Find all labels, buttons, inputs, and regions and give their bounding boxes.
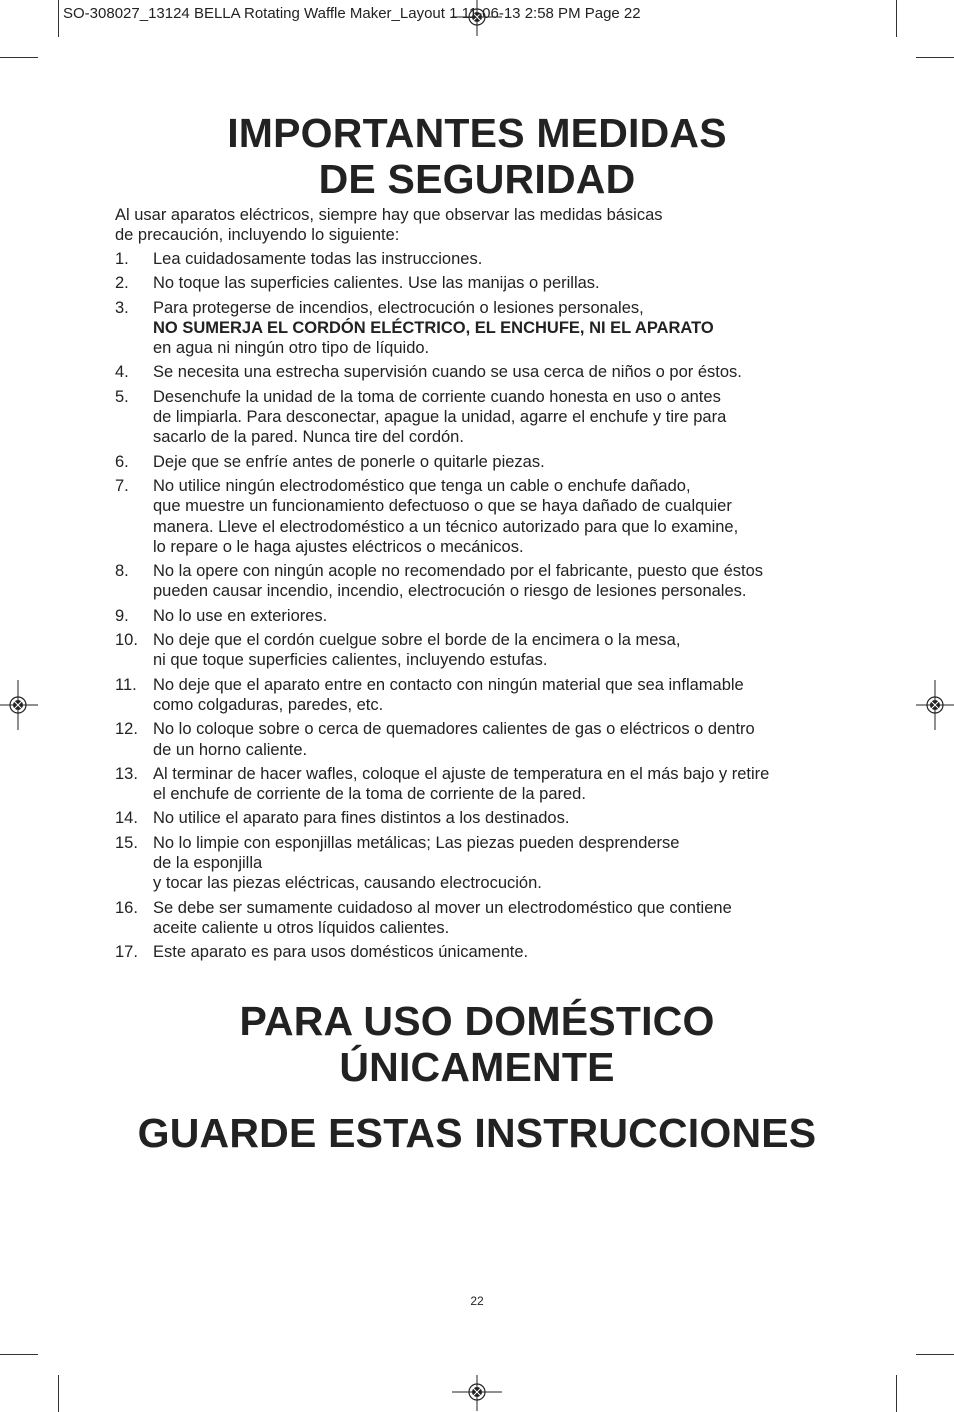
list-item-text: Este aparato es para usos domésticos únicamente. [153,943,529,962]
list-item-text: No la opere con ningún acople no recomendado por el fabricante, puesto que éstos [153,562,764,581]
intro-line: de precaución, incluyendo lo siguiente: [115,226,400,244]
list-item-text: el enchufe de corriente de la toma de corriente de la pared. [153,785,586,804]
list-item-text: como colgaduras, paredes, etc. [153,695,384,714]
list-item-text: No lo limpie con esponjillas metálicas; Las piezas pueden desprenderse [153,833,680,852]
list-item [115,942,855,962]
crop-mark [0,1354,38,1355]
list-item-text: No utilice ningún electrodoméstico que tenga un cable o enchufe dañado, [153,476,691,495]
list-item-number: 12. [115,720,138,739]
list-item-number: 5. [115,387,129,406]
list-item-number: 9. [115,606,129,625]
list-item-number: 11. [115,675,137,694]
list-item-number: 15. [115,833,138,852]
household-heading-line: PARA USO DOMÉSTICO [239,998,715,1044]
list-item-text: de la esponjilla [153,854,263,873]
printer-slug-line: SO-308027_13124 BELLA Rotating Waffle Maker_Layout 1 11-06-13 2:58 PM Page 22 [63,5,641,22]
list-item [115,719,855,760]
list-item-text: Se necesita una estrecha supervisión cuando se usa cerca de niños o por éstos. [153,363,742,382]
list-item [115,249,855,269]
list-item-text: Deje que se enfríe antes de ponerle o quitarle piezas. [153,452,545,471]
registration-mark-icon [452,1375,502,1411]
list-item-text: No utilice el aparato para fines distintos a los destinados. [153,809,570,828]
list-item-text: No lo coloque sobre o cerca de quemadores calientes de gas o eléctricos o dentro [153,720,755,739]
list-item [115,452,855,472]
list-item-number: 14. [115,809,138,828]
list-item-text: en agua ni ningún otro tipo de líquido. [153,339,430,358]
list-item [115,561,855,602]
crop-mark [0,57,38,58]
household-heading [0,998,954,1090]
crop-mark [896,0,897,37]
list-item [115,764,855,805]
list-item-text: ni que toque superficies calientes, incluyendo estufas. [153,651,548,670]
list-item-text: Se debe ser sumamente cuidadoso al mover un electrodoméstico que contiene [153,898,732,917]
list-item-text: manera. Lleve el electrodoméstico a un técnico autorizado para que lo examine, [153,517,739,536]
list-item-number: 7. [115,476,129,495]
list-item-number: 8. [115,562,129,581]
intro-paragraph [115,205,815,245]
list-item-text: y tocar las piezas eléctricas, causando electrocución. [153,874,542,893]
crop-mark [916,57,954,58]
list-item-number: 10. [115,631,138,650]
list-item-text: NO SUMERJA EL CORDÓN ELÉCTRICO, EL ENCHUFE, NI EL APARATO [153,318,714,337]
intro-line: Al usar aparatos eléctricos, siempre hay que observar las medidas básicas [115,206,663,224]
household-heading-line: ÚNICAMENTE [339,1044,615,1090]
list-item-text: No toque las superficies calientes. Use las manijas o perillas. [153,274,600,293]
crop-mark [896,1375,897,1412]
list-item-number: 2. [115,274,129,293]
crop-mark [916,1354,954,1355]
list-item [115,833,855,894]
page-title-line: IMPORTANTES MEDIDAS [227,110,727,156]
list-item [115,362,855,382]
registration-mark-icon [916,680,954,730]
list-item-number: 17. [115,943,138,962]
list-item-text: que muestre un funcionamiento defectuoso o que se haya dañado de cualquier [153,497,732,516]
list-item [115,630,855,671]
page-number: 22 [470,1294,484,1308]
page-title [0,110,954,202]
list-item-number: 6. [115,452,129,471]
crop-mark [58,1375,59,1412]
page-title-line: DE SEGURIDAD [318,156,636,202]
list-item-text: lo repare o le haga ajustes eléctricos o mecánicos. [153,537,524,556]
save-instructions-heading: GUARDE ESTAS INSTRUCCIONES [137,1110,817,1156]
list-item-text: No deje que el cordón cuelgue sobre el borde de la encimera o la mesa, [153,631,681,650]
list-item-text: Para protegerse de incendios, electrocución o lesiones personales, [153,298,644,317]
list-item-number: 16. [115,898,138,917]
crop-mark [58,0,59,37]
list-item-text: Lea cuidadosamente todas las instrucciones. [153,250,483,268]
safety-list [115,249,855,967]
list-item-text: Al terminar de hacer wafles, coloque el ajuste de temperatura en el más bajo y retire [153,764,770,783]
list-item-number: 4. [115,363,129,382]
list-item-number: 1. [115,250,129,268]
list-item [115,298,855,359]
list-item-number: 3. [115,298,129,317]
list-item-text: aceite caliente u otros líquidos calientes. [153,918,450,937]
list-item [115,273,855,293]
list-item [115,675,855,716]
list-item-text: Desenchufe la unidad de la toma de corriente cuando honesta en uso o antes [153,387,721,406]
list-item [115,808,855,828]
list-item [115,476,855,557]
list-item [115,387,855,448]
list-item [115,898,855,939]
registration-mark-icon [0,680,38,730]
list-item-number: 13. [115,764,138,783]
list-item-text: de un horno caliente. [153,740,308,759]
list-item-text: de limpiarla. Para desconectar, apague la unidad, agarre el enchufe y tire para [153,408,727,427]
list-item-text: No deje que el aparato entre en contacto con ningún material que sea inflamable [153,675,744,694]
list-item-text: pueden causar incendio, incendio, electrocución o riesgo de lesiones personales. [153,582,747,601]
list-item [115,606,855,626]
list-item-text: No lo use en exteriores. [153,606,328,625]
list-item-text: sacarlo de la pared. Nunca tire del cordón. [153,428,464,447]
